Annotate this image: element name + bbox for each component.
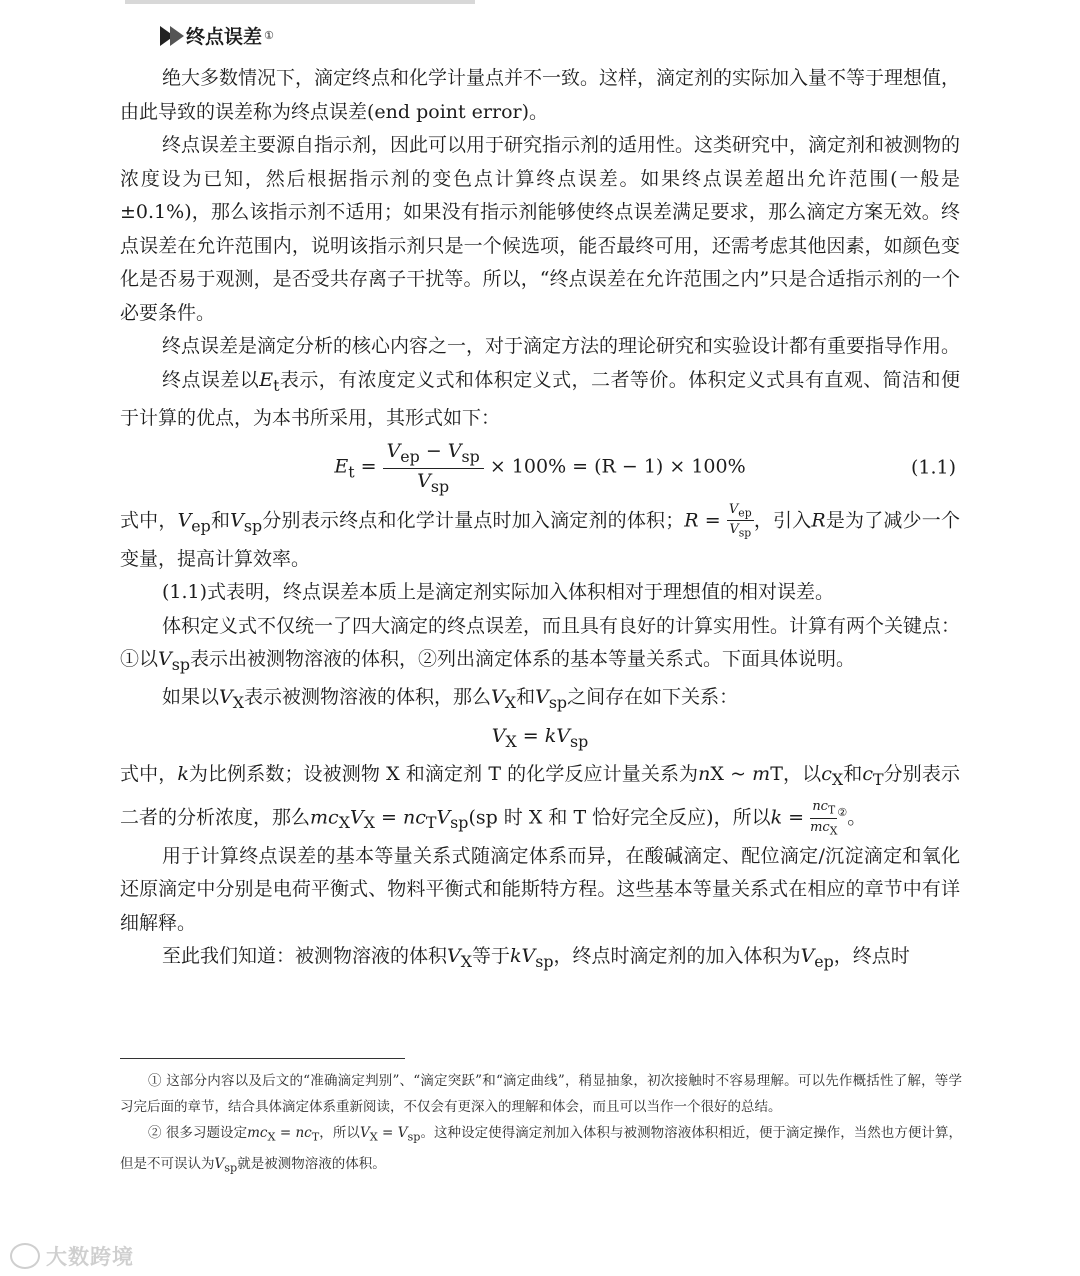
- paragraph-2: 终点误差主要源自指示剂，因此可以用于研究指示剂的适用性。这类研究中，滴定剂和被测物的浓度设为已知，然后根据指示剂的变色点计算终点误差。如果终点误差超出允许范围(一般是±0.1%)，那么该指示剂不适用；如果没有指示剂能够使终点误差满足要求，那么滴定方案无效。终点误差在允许范围内，说明该指示剂只是一个候选项，能否最终可用，还需考虑其他因素，如颜色变化是否易于观测，是否受共存离子干扰等。所以，“终点误差在允许范围之内”只是合适指示剂的一个必要条件。: [120, 134, 961, 324]
- paragraph-10: 用于计算终点误差的基本等量关系式随滴定体系而异，在酸碱滴定、配位滴定/沉淀滴定和氧化还原滴定中分别是电荷平衡式、物料平衡式和能斯特方程。这些基本等量关系式在相应的章节中有详细解释。: [120, 844, 960, 934]
- watermark-logo-icon: [10, 1243, 40, 1269]
- paragraph-6: (1.1)式表明，终点误差本质上是滴定剂实际加入体积相对于理想值的相对误差。: [162, 581, 835, 603]
- footnote-2: ② 很多习题设定$mc_X = nc_T$，所以$V_X = V_{sp}$。这种设定使得滴定剂加入体积与被测物溶液体积相近，便于滴定操作，当然也方便计算，但是不可误认为$V_{sp}$就是被测物溶液的体积。: [120, 1125, 963, 1175]
- equation-number: (1.1): [910, 456, 956, 479]
- paragraph-3: 终点误差是滴定分析的核心内容之一，对于滴定方法的理论研究和实验设计都有重要指导作用。: [162, 335, 961, 357]
- footnotes: [120, 1068, 962, 1181]
- footnote-rule: [120, 1058, 405, 1059]
- paragraph-8: 如果以$V_X$表示被测物溶液的体积，那么$V_X$和$V_{sp}$之间存在如下关系：: [162, 686, 739, 713]
- footnote-1: ① 这部分内容以及后文的“准确滴定判别”、“滴定突跃”和“滴定曲线”，稍显抽象，初次接触时不容易理解。可以先作概括性了解，等学习完后面的章节，结合具体滴定体系重新阅读，不仅会有更深入的理解和体会，而且可以当作一个很好的总结。: [120, 1073, 962, 1115]
- footnote-ref: ①: [264, 29, 274, 42]
- paragraph-11: 至此我们知道：被测物溶液的体积$V_X$等于$kV_{sp}$，终点时滴定剂的加入体积为$V_{ep}$，终点时: [162, 945, 910, 972]
- equation-1-1: $E_t$ = $\frac{V_{ep} - V_{sp}}{V_{sp}}$ × 100% = (R − 1) × 100% (1.1): [334, 440, 956, 496]
- watermark: 大数跨境: [10, 1241, 134, 1271]
- paragraph-9: 式中，k为比例系数；设被测物 X 和滴定剂 T 的化学反应计量关系为nX ~ mT，以$c_X$和$c_T$分别表示二者的分析浓度，那么$mc_XV_X = nc_TV_{sp}(sp$ 时 X 和 T 恰好完全反应)，所以k = $\frac{nc_T}{mc_X}$ ②。: [120, 762, 960, 838]
- body-text: [120, 62, 960, 979]
- paragraph-1: 绝大多数情况下，滴定终点和化学计量点并不一致。这样，滴定剂的实际加入量不等于理想值，由此导致的误差称为终点误差(end point error)。: [120, 67, 961, 123]
- paragraph-4: 终点误差以$E_t$表示，有浓度定义式和体积定义式，二者等价。体积定义式具有直观、简洁和便于计算的优点，为本书所采用，其形式如下：: [120, 368, 960, 429]
- section-title: 终点误差: [186, 26, 263, 48]
- double-arrow-icon: [160, 26, 180, 46]
- paragraph-5: 式中，$V_{ep}$和$V_{sp}$分别表示终点和化学计量点时加入滴定剂的体积；R = $\frac{V_{ep}}{V_{sp}}$ ，引入R是为了减少一个变量，提高计算效率。: [120, 501, 960, 570]
- equation-vx: $V_X = kV_{sp}$: [491, 724, 589, 751]
- top-bar: [125, 0, 475, 4]
- paragraph-7: 体积定义式不仅统一了四大滴定的终点误差，而且具有良好的计算实用性。计算有两个关键点：①以$V_{sp}$表示出被测物溶液的体积，②列出滴定体系的基本等量关系式。下面具体说明。: [120, 614, 961, 674]
- section-heading: [160, 22, 274, 49]
